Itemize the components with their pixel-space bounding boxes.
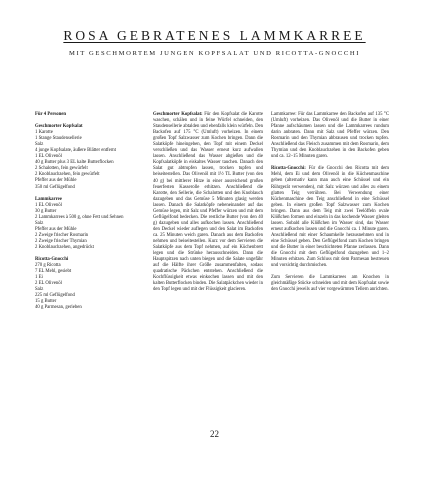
ingredient-item: Pfeffer aus der Mühle: [35, 178, 77, 184]
lamm-ingredients: [35, 203, 135, 251]
ingredient-item: 1 Karotte: [35, 130, 53, 136]
ingredient-item: 2 Schalotten, fein gewürfelt: [35, 166, 88, 172]
ingredient-item: 2 Knoblauchzehen, angedrückt: [35, 244, 94, 250]
lamm-heading: Lammkarree: [35, 196, 62, 202]
gnocchi-ingredients: [35, 263, 135, 311]
ingredient-item: 4 junge Kopfsalate, äußere Blätter entfernt: [35, 148, 116, 154]
lamm-instructions: Lammkarree: Für das Lammkarree den Backofen auf 135 °C (Umluft) vorheizen. Das Olivenöl und die Butter in einer Pfanne aufschäumen lassen und die Lammkarrees rundum darin anbraten. Dann mit Salz und Pfeffer würzen. Den Rosmarin und den Thymian abbrausen und trocken tupfen. Anschließend das Fleisch zusammen mit dem Rosmarin, dem Thymian und den Knoblauchzehen in den Backofen geben und ca. 12–15 Minuten garen.: [271, 112, 389, 160]
ingredient-item: 350 ml Geflügelfond: [35, 184, 75, 190]
kopfsalat-instructions-text: Für den Kopfsalat die Karotte waschen, schälen und in feine Würfel schneiden, den Staudensellerie abtalden und ebenfalls klein würfeln. Den Backofen auf 175 °C (Umluft) vorheizen. In einem großen Topf Salzwasser zum Kochen bringen. Dann die Salatköpfe hineingeben, den Topf mit einem Deckel verschließen und das Wasser erneut kurz aufwallen lassen. Anschließend das Wasser abgießen und die Kopfsalatköpfe in eiskaltes Wasser tauchen. Danach den Salat gut abtropfen lassen, trocken tupfen und beiseitestellen. Das Olivenöl mit 1½ TL Butter (von den 40 g) bei mittlerer Hitze in einer ausreichend großen feuerfesten Kasserolle erhitzen. Anschließend die Karotte, den Sellerie, die Schalotten und den Knoblauch dazugeben und das Gemüse 5 Minuten glasig werden lassen. Danach die Salatköpfe nebeneinander auf das Gemüse legen, mit Salz und Pfeffer würzen und mit dem Geflügelfond bedecken. Die restliche Butter (von den 40 g) dazugeben und alles aufkochen lassen. Anschließend den Deckel wieder auflegen und den Salat im Backofen ca. 25 Minuten weich garen. Danach aus dem Backofen nehmen und beiseitestellen. Kurz vor dem Servieren die Salatköpfe aus dem Topf nehmen, auf ein Küchenbrett legen und die Strünke herausschneiden. Dann die Hauptspitzen nach unten biegen und die Salate ungefähr auf die Hälfte ihrer Größe zusammenfalten, sodass quadratische Päckchen entstehen. Anschließend die Kochflüssigkeit etwas einkochen lassen und mit den kalten Butterflocken binden. Die Salatpäckchen wieder in den Topf legen und mit der Flüssigkeit glacieren.: [153, 112, 263, 293]
kopfsalat-instructions-heading: Geschmorter Kopfsalat:: [153, 112, 203, 117]
servings-label: Für 4 Personen: [35, 112, 67, 117]
lamm-gnocchi-instructions-column: [271, 112, 389, 293]
recipe-title: ROSA GEBRATENES LAMMKARREE: [63, 28, 366, 43]
recipe-subtitle: MIT GESCHMORTEM JUNGEN KOPFSALAT UND RICOTTA-GNOCCHI: [68, 50, 361, 57]
ingredient-item: 15 g Butter: [35, 299, 57, 305]
gnocchi-instructions-heading: Ricotta-Gnocchi:: [271, 166, 306, 172]
ingredient-item: 1 Stange Staudensellerie: [35, 136, 82, 142]
ingredient-item: Salz: [35, 142, 44, 148]
kopfsalat-heading: Geschmorter Kopfsalat: [35, 124, 83, 130]
ingredient-item: 40 g Butter plus 3 EL kalte Butterflocken: [35, 160, 114, 166]
kopfsalat-ingredients: [35, 130, 135, 190]
ingredient-item: 2 EL Olivenöl: [35, 281, 62, 287]
kopfsalat-instructions: [153, 112, 263, 293]
gnocchi-heading: Ricotta-Gnocchi: [35, 256, 69, 262]
ingredient-item: 2 Lammkarrees à 500 g, ohne Fett und Sehnen: [35, 214, 124, 220]
ingredient-item: 270 g Ricotta: [35, 263, 61, 269]
ingredient-item: 40 g Parmesan, gerieben: [35, 305, 82, 311]
ingredient-item: 30 g Butter: [35, 208, 57, 214]
ingredient-item: 225 ml Geflügelfond: [35, 293, 75, 299]
ingredient-item: 2 Knoblauchzehen, fein gewürfelt: [35, 172, 100, 178]
ingredient-item: 2 Zweige frischer Thymian: [35, 238, 87, 244]
ingredient-item: Pfeffer aus der Mühle: [35, 226, 77, 232]
kopfsalat-instructions-column: [153, 112, 263, 293]
ingredient-item: 2 Zweige frischer Rosmarin: [35, 232, 89, 238]
ingredient-item: Salz: [35, 220, 44, 226]
ingredients-column: [35, 112, 135, 311]
ingredient-item: 1 Ei: [35, 275, 43, 281]
serving-instructions: Zum Servieren die Lammkarrees am Knochen in gleichmäßige Stücke schneiden und mit dem Kopfsalat sowie den Gnocchi jeweils auf vier vorgewärmten Tellern anrichten.: [271, 275, 389, 293]
ingredient-item: 7 EL Mehl, gesiebt: [35, 269, 72, 275]
page-number: 22: [210, 429, 219, 439]
ingredient-item: 1 EL Olivenöl: [35, 202, 62, 208]
gnocchi-instructions: [271, 166, 389, 269]
ingredient-item: Salz: [35, 287, 44, 293]
gnocchi-instructions-text: Für die Gnocchi den Ricotta mit dem Mehl, dem Ei und dem Olivenöl in die Küchenmaschine geben (alternativ kann man auch eine Schüssel und ein Rührgerät verwenden), mit Salz würzen und alles zu einem glatten Teig verrühren. Bei Verwendung einer Küchenmaschine den Teig anschließend in eine Schüssel geben. In einem großen Topf Salzwasser zum Kochen bringen. Dann aus dem Teig mit zwei Teelöffeln ovale Klößchen formen und einzeln in das kochende Wasser gleiten lassen. Sobald alle Klößchen im Wasser sind, das Wasser erneut aufkochen lassen und die Gnocchi ca. 1 Minute garen. Anschließend mit einer Schaumkelle herausnehmen und in eine Schüssel geben. Den Geflügelfond zum Kochen bringen und die Butter in einer beschichteten Pfanne zerlassen. Dann die Gnocchi mit dem Geflügelfond dazugeben und 1–2 Minuten erhitzen. Zum Schluss mit dem Parmesan bestreuen und vorsichtig durchmischen.: [271, 166, 389, 269]
ingredient-item: 1 EL Olivenöl: [35, 154, 62, 160]
